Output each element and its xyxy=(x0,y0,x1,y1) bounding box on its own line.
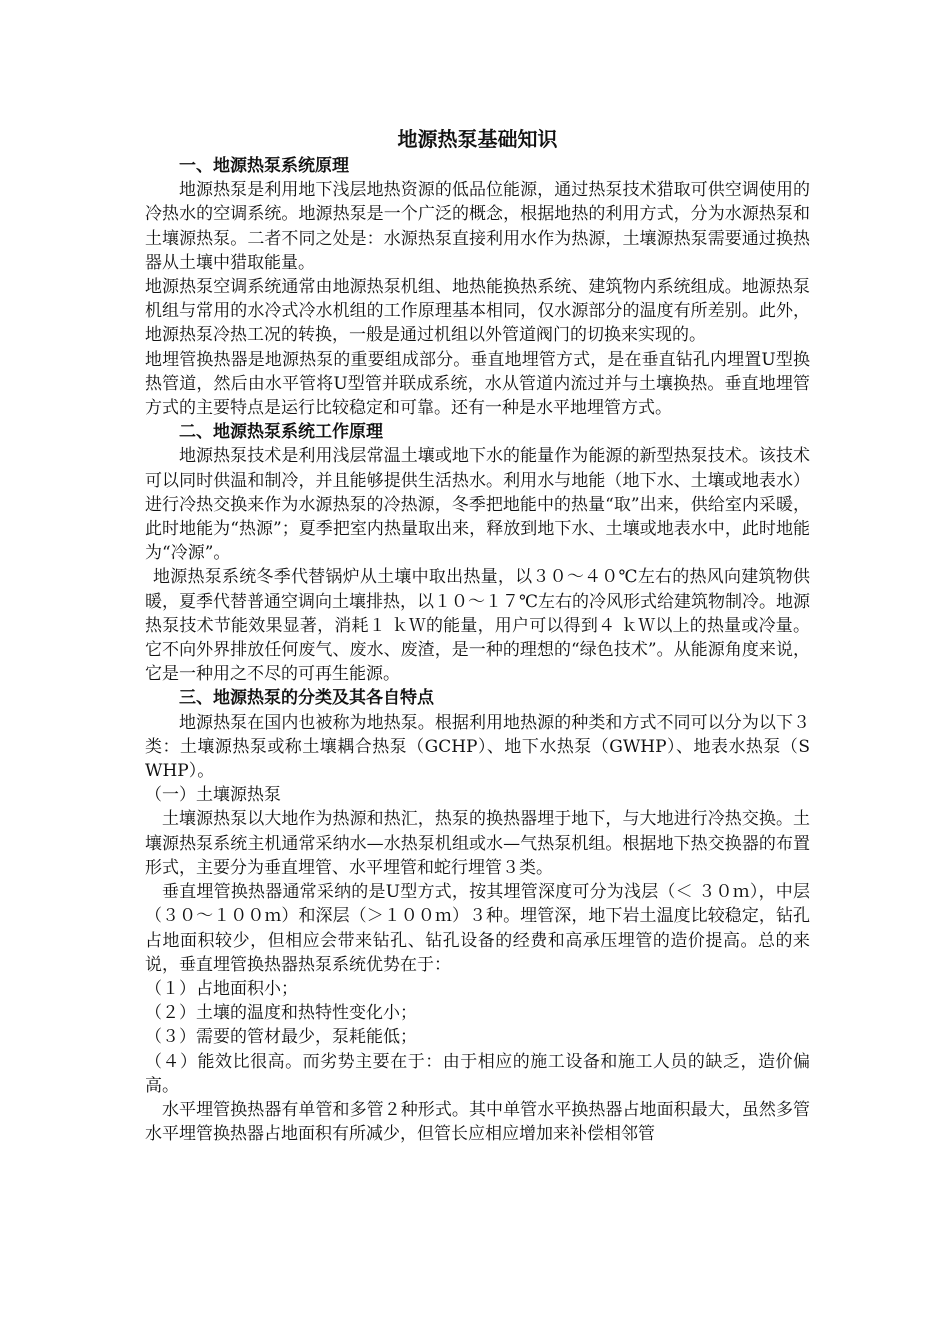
paragraph: 地源热泵是利用地下浅层地热资源的低品位能源，通过热泵技术猎取可供空调使用的冷热水的空调系统。地源热泵是一个广泛的概念，根据地热的利用方式，分为水源热泵和土壤源热泵。二者不同之处是：水源热泵直接利用水作为热源，土壤源热泵需要通过换热器从土壤中猎取能量。 xyxy=(145,180,810,273)
paragraph: 地源热泵技术是利用浅层常温土壤或地下水的能量作为能源的新型热泵技术。该技术可以同时供温和制冷，并且能够提供生活热水。利用水与地能（地下水、土壤或地表水） 进行冷热交换来作为水源热泵的冷热源，冬季把地能中的热量“取”出来，供给室内采暖，此时地能为“热源”；夏季把室内热量取出来，释放到地下水、土壤或地表水中，此时地能为“冷源”。 xyxy=(145,446,810,564)
section-heading-3: 三、地源热泵的分类及其各自特点 xyxy=(179,688,434,709)
list-item: （２）土壤的温度和热特性变化小； xyxy=(145,1003,417,1024)
paragraph: 地源热泵空调系统通常由地源热泵机组、地热能换热系统、建筑物内系统组成。地源热泵机组与常用的水冷式冷水机组的工作原理基本相同，仅水源部分的温度有所差别。此外，地源热泵冷热工况的转换，一般是通过机组以外管道阀门的切换来实现的。 xyxy=(145,277,810,346)
subsection-heading: （一）土壤源热泵 xyxy=(145,785,281,806)
paragraph: 土壤源热泵以大地作为热源和热汇，热泵的换热器埋于地下，与大地进行冷热交换。土壤源热泵系统主机通常采纳水—水热泵机组或水—气热泵机组。根据地下热交换器的布置形式，主要分为垂直埋管、水平埋管和蛇行埋管３类。 xyxy=(145,809,810,878)
paragraph: 垂直埋管换热器通常采纳的是U型方式，按其埋管深度可分为浅层（＜ ３０ｍ），中层（３０～１００ｍ）和深层（＞１００ｍ）３种。埋管深，地下岩土温度比较稳定，钻孔占地面积较少，但相应会带来钻孔、钻孔设备的经费和高承压埋管的造价提高。总的来说，垂直埋管换热器热泵系统优势在于： xyxy=(145,882,810,975)
list-item: （４）能效比很高。而劣势主要在于：由于相应的施工设备和施工人员的缺乏，造价偏高。 xyxy=(145,1051,810,1096)
paragraph: 地埋管换热器是地源热泵的重要组成部分。垂直地埋管方式，是在垂直钻孔内埋置U型换热管道，然后由水平管将U型管并联成系统，水从管道内流过并与土壤换热。垂直地埋管方式的主要特点是运行比较稳定和可靠。还有一种是水平地埋管方式。 xyxy=(145,349,810,419)
document-title: 地源热泵基础知识 xyxy=(397,127,558,151)
document-page xyxy=(145,120,810,1146)
list-item: （１）占地面积小； xyxy=(145,978,298,999)
list-item: （３）需要的管材最少，泵耗能低； xyxy=(145,1027,417,1048)
paragraph: 地源热泵在国内也被称为地热泵。根据利用地热源的种类和方式不同可以分为以下３类：土壤源热泵或称土壤耦合热泵（GCHP）、地下水热泵（GWHP）、地表水热泵（SWHP）。 xyxy=(145,712,810,782)
paragraph: 地源热泵系统冬季代替锅炉从土壤中取出热量，以３０～４０℃左右的热风向建筑物供暖，夏季代替普通空调向土壤排热，以１０～１７℃左右的冷风形式给建筑物制冷。地源热泵技术节能效果显著，消耗１ ｋＷ的能量，用户可以得到４ ｋＷ以上的热量或冷量。它不向外界排放任何废气、废水、废渣，是一种的理想的“绿色技术”。从能源角度来说，它是一种用之不尽的可再生能源。 xyxy=(145,567,811,685)
section-heading-1: 一、地源热泵系统原理 xyxy=(179,156,349,176)
paragraph: 水平埋管换热器有单管和多管２种形式。其中单管水平换热器占地面积最大，虽然多管水平埋管换热器占地面积有所减少，但管长应相应增加来补偿相邻管 xyxy=(145,1099,810,1145)
section-heading-2: 二、地源热泵系统工作原理 xyxy=(179,422,383,443)
